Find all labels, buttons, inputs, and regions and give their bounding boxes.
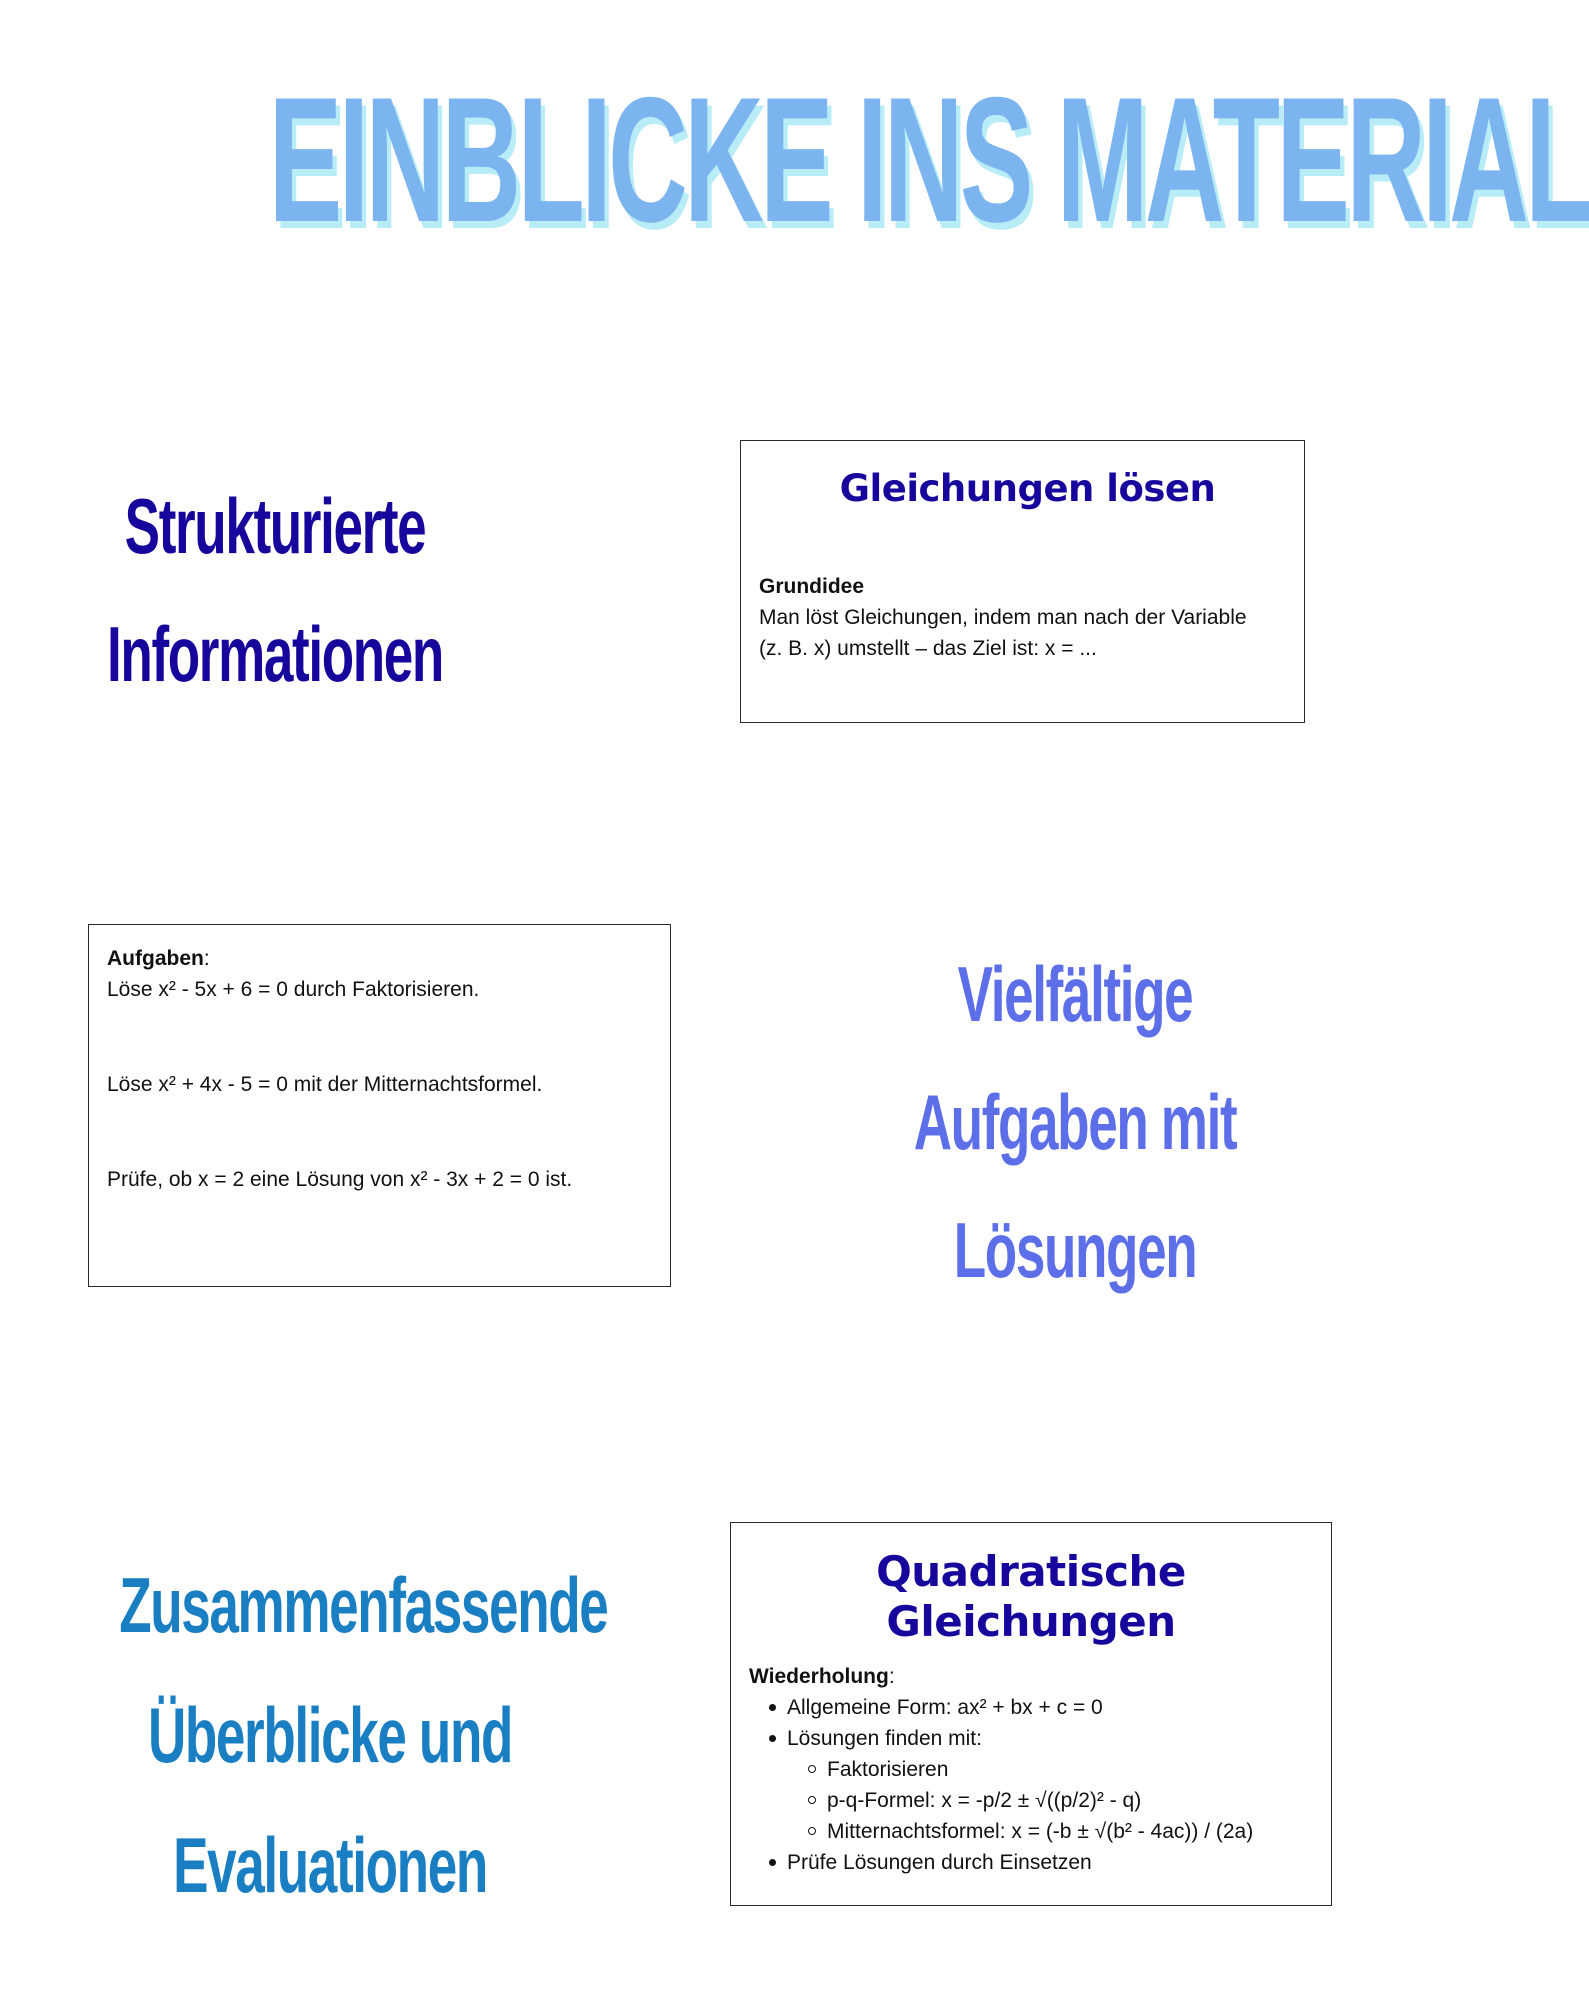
card-body: [107, 943, 572, 1195]
list-item-text: p-q-Formel: x = -p/2 ± √((p/2)² - q): [827, 1789, 1142, 1812]
exercise-item: Löse x² - 5x + 6 = 0 durch Faktorisieren.: [107, 978, 480, 1001]
list-item-text: Mitternachtsformel: x = (-b ± √(b² - 4ac)) / (2a): [827, 1820, 1254, 1843]
list-item: [749, 1723, 1319, 1754]
label-colon: :: [888, 1665, 895, 1688]
bullet-icon: [769, 1704, 776, 1711]
card-title: Gleichungen lösen: [839, 467, 1216, 510]
bullet-icon: [769, 1859, 776, 1866]
card-label: Aufgaben: [107, 947, 204, 970]
circle-bullet-icon: [808, 1765, 816, 1773]
card-quadratic-equations: [730, 1522, 1332, 1906]
circle-bullet-icon: [808, 1796, 816, 1804]
list-item: [749, 1692, 1319, 1723]
heading-summaries: [119, 1540, 608, 1930]
card-label: Wiederholung: [749, 1665, 889, 1688]
exercise-item: Löse x² + 4x - 5 = 0 mit der Mitternachtsformel.: [107, 1073, 543, 1096]
card-exercises: [88, 924, 671, 1287]
card-body: [749, 1661, 1319, 1878]
card-label-row: [749, 1661, 1319, 1692]
heading-line: Zusammenfassende: [119, 1561, 608, 1649]
heading-line: Überblicke und: [147, 1691, 513, 1779]
sub-list-item: [749, 1785, 1319, 1816]
bullet-icon: [769, 1735, 776, 1742]
card-body: [759, 571, 1247, 664]
review-list: [749, 1692, 1319, 1878]
exercise-item: Prüfe, ob x = 2 eine Lösung von x² - 3x + 2 = 0 ist.: [107, 1168, 573, 1191]
sub-list-item: [749, 1754, 1319, 1785]
heading-line: Lösungen: [953, 1206, 1197, 1294]
heading-varied-exercises: [905, 930, 1245, 1314]
list-item: [749, 1847, 1319, 1878]
heading-line: Aufgaben mit: [913, 1078, 1237, 1166]
heading-structured-information: [105, 462, 445, 718]
card-title: Quadratische Gleichungen: [876, 1547, 1186, 1646]
list-item-text: Allgemeine Form: ax² + bx + c = 0: [787, 1696, 1103, 1719]
sub-list-item: [749, 1816, 1319, 1847]
card-text-line: (z. B. x) umstellt – das Ziel ist: x = ...: [759, 637, 1097, 660]
card-label: Grundidee: [759, 575, 865, 598]
list-item-text: Faktorisieren: [827, 1758, 949, 1781]
heading-line: Strukturierte: [124, 482, 426, 570]
list-item-text: Prüfe Lösungen durch Einsetzen: [787, 1851, 1092, 1874]
heading-line: Evaluationen: [173, 1821, 487, 1909]
card-label-row: [107, 943, 572, 974]
page-title: EINBLICKE INS MATERIAL: [268, 60, 1589, 259]
card-text-line: Man löst Gleichungen, indem man nach der Variable: [759, 606, 1247, 629]
circle-bullet-icon: [808, 1827, 816, 1835]
heading-line: Vielfältige: [957, 950, 1193, 1038]
card-equations-solving: [740, 440, 1305, 723]
label-colon: :: [203, 947, 210, 970]
list-item-text: Lösungen finden mit:: [787, 1727, 982, 1750]
heading-line: Informationen: [107, 610, 443, 698]
